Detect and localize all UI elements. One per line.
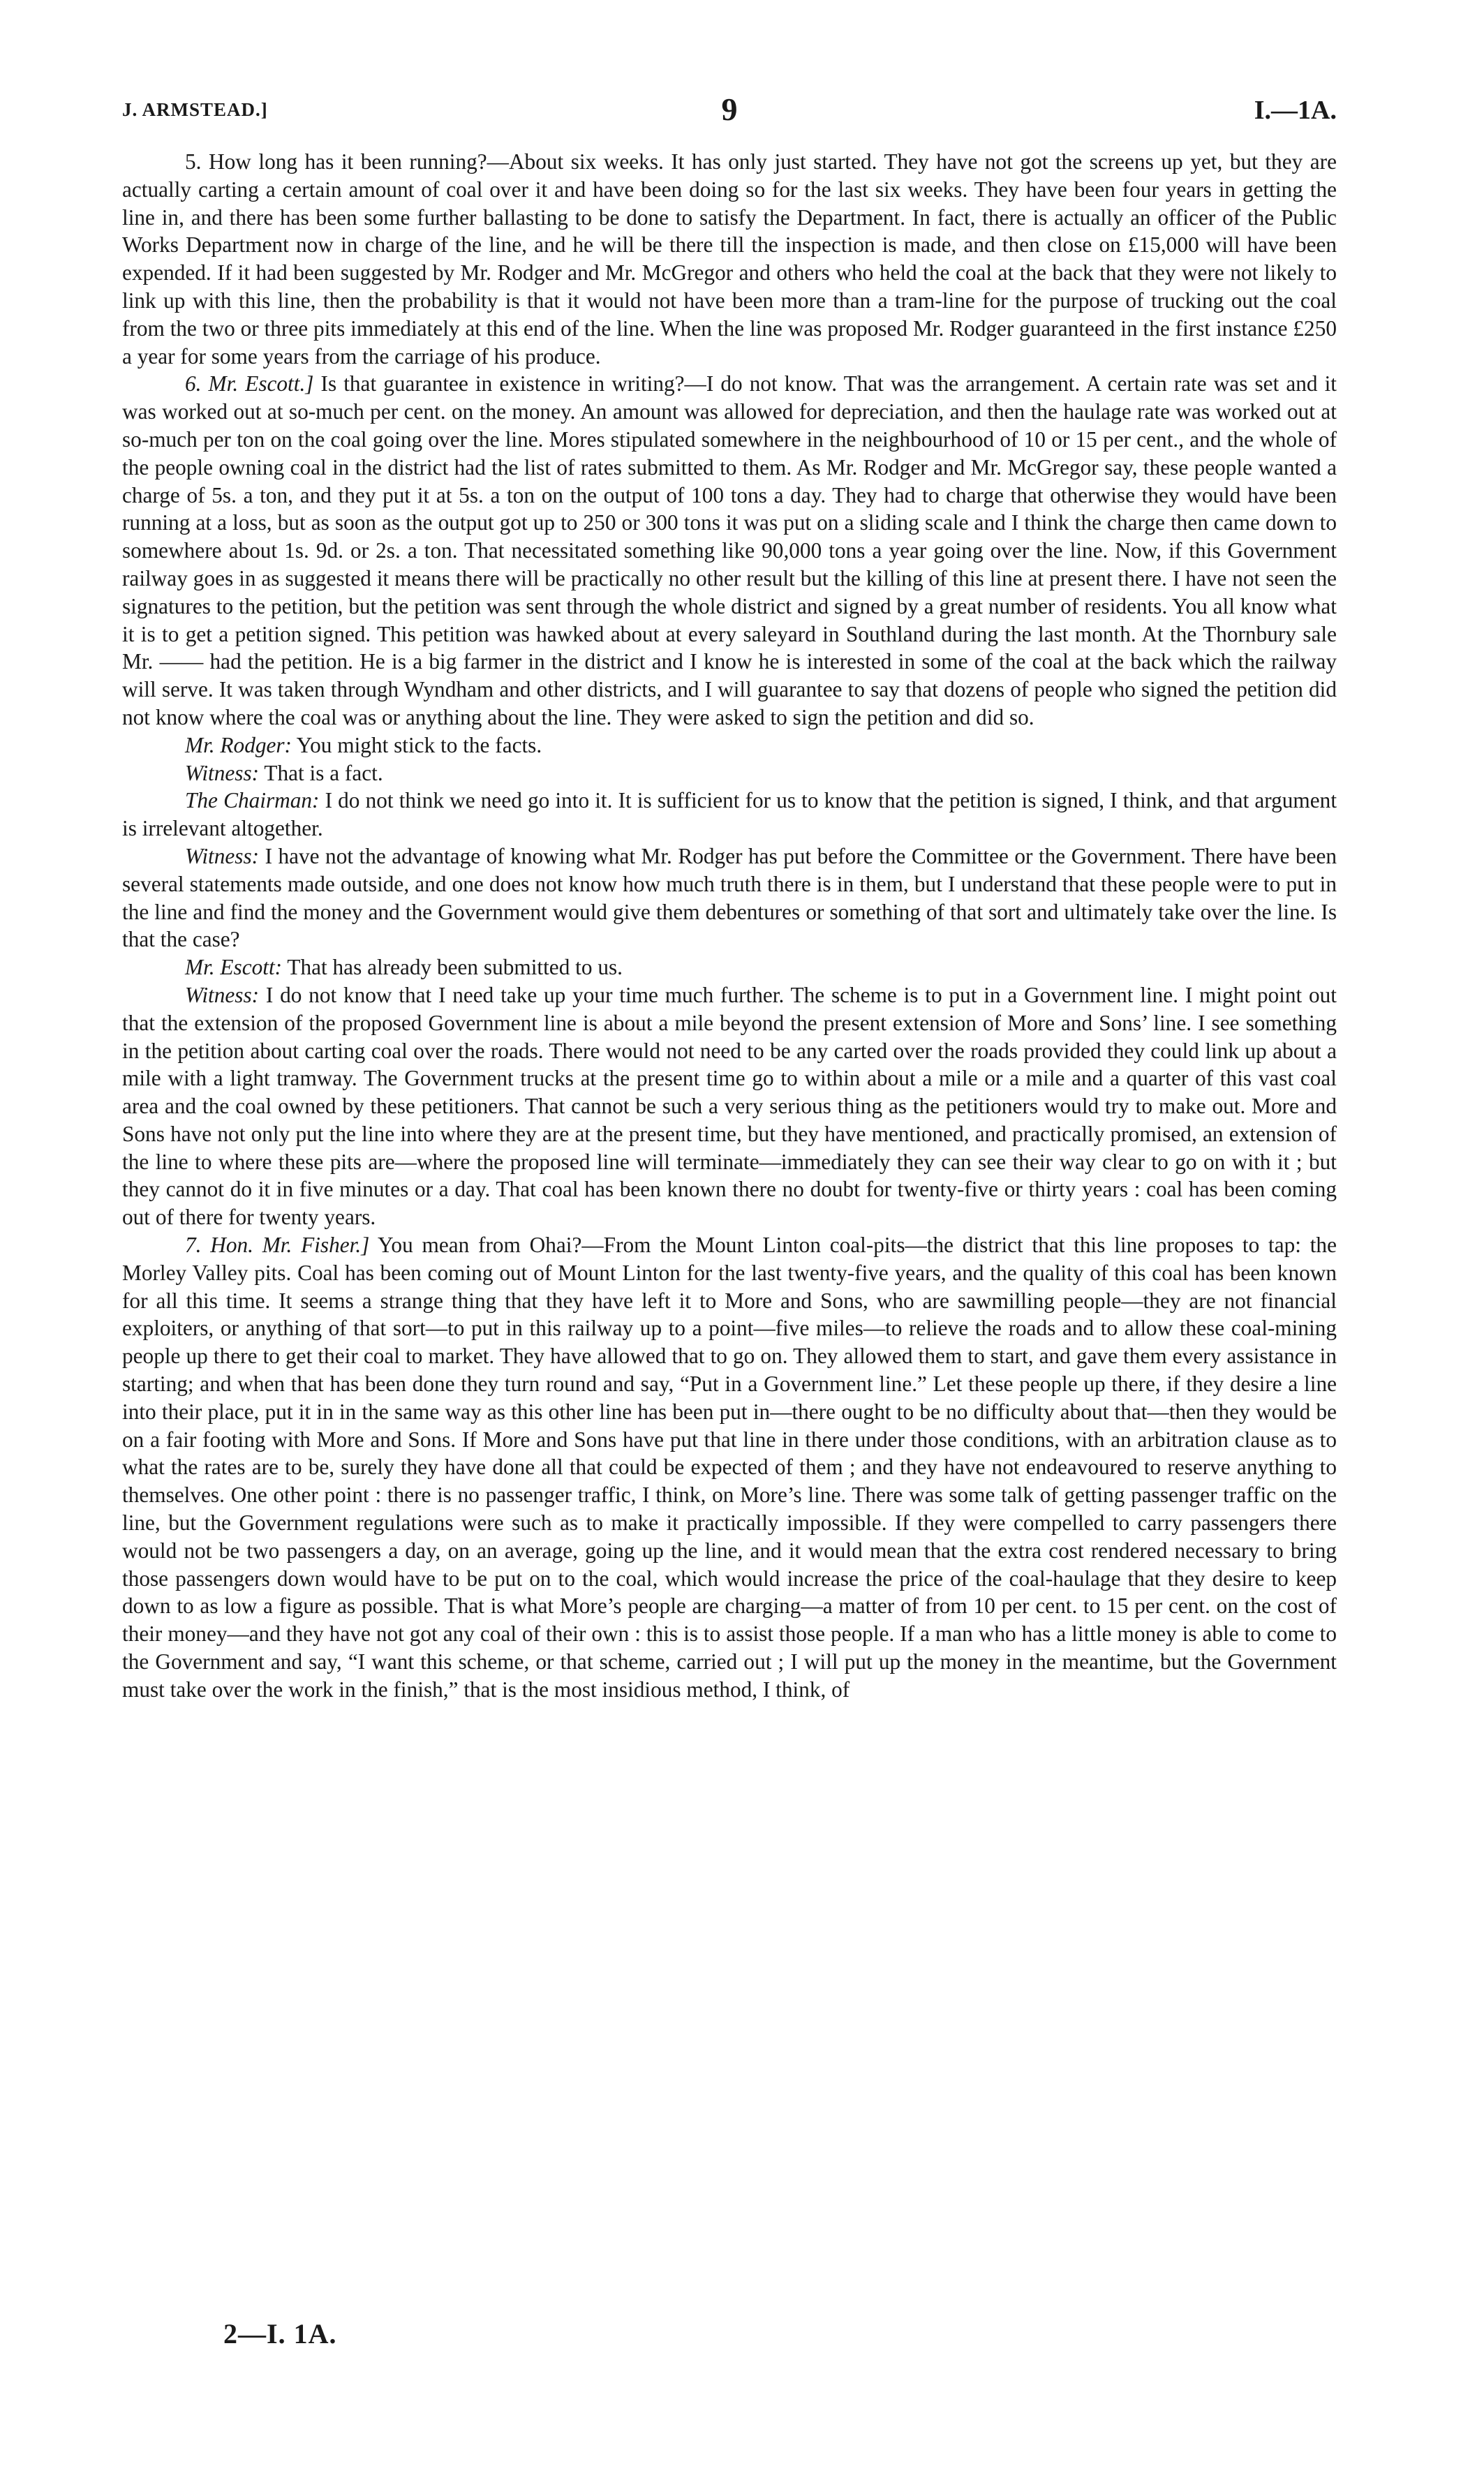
speaker-label: Witness: (185, 982, 260, 1007)
paragraph-text: You might stick to the facts. (296, 732, 542, 757)
paragraph-text: I do not know that I need take up your time much further. The scheme is to put in a Government line. I might point out that the extension of the proposed Government line is about a mile beyond the present extension of More and Sons’ line. I see something in the petition about carting coal over the roads. There would not need to be any carted over the roads provided they could link up about a mile with a light tramway. The Government trucks at the present time go to within about a mile or a mile and a quarter of this vast coal area and the coal owned by these petitioners. That cannot be such a very serious thing as the petitioners would try to make out. More and Sons have not only put the line into where they are at the present time, but they have mentioned, and practically promised, an extension of the line to where these pits are—where the proposed line will terminate—immediately they can see their way clear to go on with it ; but they cannot do it in five minutes or a day. That coal has been known there no doubt for twenty-five or thirty years : coal has been coming out of there for twenty years. (122, 982, 1337, 1230)
speaker-label: Mr. Rodger: (185, 732, 292, 757)
paragraph-text: You mean from Ohai?—From the Mount Linton coal-pits—the district that this line proposes to tap: the Morley Valley pits. Coal has been coming out of Mount Linton for the last twenty-five years, and the quality of this coal has been known for all this time. It seems a strange thing that they have left it to More and Sons, who are sawmilling people—they are not financial exploiters, or anything of that sort—to put in this railway up to a point—five miles—to relieve the roads and to allow these coal-mining people up there to get their coal to market. They have allowed that to go on. They allowed them to start, and gave them every assistance in starting; and when that has been done they turn round and say, “Put in a Government line.” Let these people up there, if they desire a line into their place, put it in in the same way as this other line has been put in—there ought to be no difficulty about that—then they would be on a fair footing with More and Sons. If More and Sons have put that line in there under those conditions, with an arbitration clause as to what the rates are to be, surely they have done all that could be expected of them ; and they have not endeavoured to reserve anything to themselves. One other point : there is no passenger traffic, I think, on More’s line. There was some talk of getting passenger traffic on the line, but the Government regulations were such as to make it practically impossible. If they were compelled to carry passengers there would not be two passengers a day, on an average, going up the line, and it would mean that the extra cost rendered necessary to bring those passengers down would have to be put on to the coal, which would increase the price of the coal-haulage that they desire to keep down to as low a figure as possible. That is what More’s people are charging—a matter of from 10 per cent. to 15 per cent. on the cost of their money—and they have not got any coal of their own : this is to assist those people. If a man who has a little money is able to come to the Government and say, “I want this scheme, or that scheme, carried out ; I will put up the money in the meantime, but the Government must take over the work in the finish,” that is the most insidious method, I think, of (122, 1233, 1337, 1702)
paragraph (122, 731, 1337, 759)
page-number: 9 (721, 91, 738, 127)
speaker-label: Witness: (185, 843, 260, 868)
witness-name-header: J. ARMSTEAD.] (122, 99, 268, 120)
paragraph (122, 981, 1337, 1231)
paragraph-text: That is a fact. (264, 760, 383, 785)
speaker-label: Mr. Escott: (185, 955, 283, 980)
paragraph-text: That has already been submitted to us. (287, 955, 623, 980)
page-header (122, 84, 1337, 140)
paragraph-text: I have not the advantage of knowing what Mr. Rodger has put before the Committee or the Government. There have been several statements made outside, and one does not know how much truth there is in them, but I understand that these people were to put in the line and find the money and the Government would give them debentures or something of that sort and ultimately take over the line. Is that the case? (122, 843, 1337, 952)
paper-reference: I.—1A. (1254, 96, 1337, 125)
paragraph (122, 148, 1337, 370)
speaker-label: 7. Hon. Mr. Fisher.] (185, 1233, 370, 1258)
paragraph (122, 953, 1337, 981)
paragraph (122, 370, 1337, 731)
paragraph (122, 842, 1337, 953)
signature-mark: 2—I. 1A. (223, 2318, 337, 2349)
speaker-label: 6. Mr. Escott.] (185, 371, 314, 396)
document-page (122, 84, 1337, 1704)
paragraph (122, 787, 1337, 842)
paragraph (122, 759, 1337, 787)
paragraph (122, 1231, 1337, 1704)
speaker-label: Witness: (185, 760, 260, 785)
evidence-body (122, 148, 1337, 1704)
paragraph-text: Is that guarantee in existence in writing?—I do not know. That was the arrangement. A certain rate was set and it was worked out at so-much per cent. on the money. An amount was allowed for depreciation, and then the haulage rate was worked out at so-much per ton on the coal going over the line. Mores stipulated somewhere in the neighbourhood of 10 or 15 per cent., and the whole of the people owning coal in the district had the list of rates submitted to them. As Mr. Rodger and Mr. McGregor say, these people wanted a charge of 5s. a ton, and they put it at 5s. a ton on the output of 100 tons a day. They had to charge that otherwise they would have been running at a loss, but as soon as the output got up to 250 or 300 tons it was put on a sliding scale and I think the charge then came down to somewhere about 1s. 9d. or 2s. a ton. That necessitated something like 90,000 tons a year going over the line. Now, if this Government railway goes in as suggested it means there will be practically no other result but the killing of this line at present there. I have not seen the signatures to the petition, but the petition was sent through the whole district and signed by a great number of residents. You all know what it is to get a petition signed. This petition was hawked about at every saleyard in Southland during the last month. At the Thornbury sale Mr. —— had the petition. He is a big farmer in the district and I know he is interested in some of the coal at the back which the railway will serve. It was taken through Wyndham and other districts, and I will guarantee to say that dozens of people who signed the petition did not know where the coal was or anything about the line. They were asked to sign the petition and did so. (122, 371, 1337, 729)
paragraph-text: 5. How long has it been running?—About six weeks. It has only just started. They have not got the screens up yet, but they are actually carting a certain amount of coal over it and have been doing so for the last six weeks. They have been four years in getting the line in, and there has been some further ballasting to be done to satisfy the Department. In fact, there is actually an officer of the Public Works Department now in charge of the line, and he will be there till the inspection is made, and then close on £15,000 will have been expended. If it had been suggested by Mr. Rodger and Mr. McGregor and others who held the coal at the back that they were not likely to link up with this line, then the probability is that it would not have been more than a tram-line for the purpose of trucking out the coal from the two or three pits immediately at this end of the line. When the line was proposed Mr. Rodger guaranteed in the first instance £250 a year for some years from the carriage of his produce. (122, 149, 1337, 369)
speaker-label: The Chairman: (185, 788, 320, 813)
paragraph-text: I do not think we need go into it. It is sufficient for us to know that the petition is signed, I think, and that argument is irrelevant altogether. (122, 788, 1337, 841)
